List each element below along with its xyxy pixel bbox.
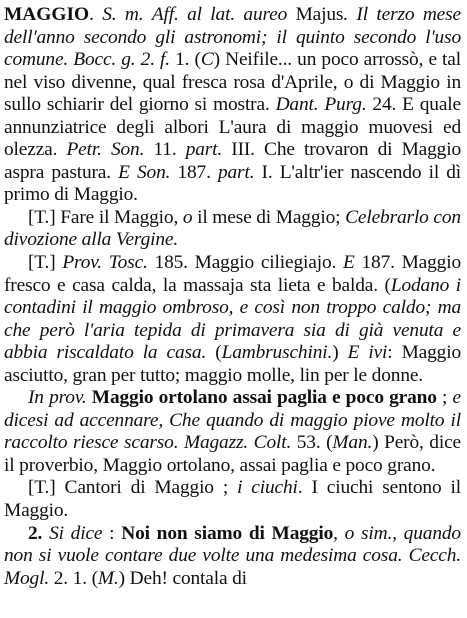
text-run: il mese di Maggio; bbox=[192, 206, 346, 228]
text-run: ) bbox=[332, 342, 348, 364]
text-run: 185. Maggio ciliegiajo. bbox=[147, 252, 343, 274]
text-run: 187. Maggio fresco e casa calda, la massaja sta lieta e balda. ( bbox=[4, 252, 462, 296]
text-run: , bbox=[333, 522, 345, 544]
text-run: [T.] Cantori di Maggio ; bbox=[28, 477, 238, 499]
text-run: ; bbox=[436, 387, 453, 409]
text-run: Si dice bbox=[49, 522, 103, 544]
entry-maggio-definition: MAGGIO. S. m. Aff. al lat. aureo Majus. Il terzo mese dell'anno secondo gli astronomi; il quinto secondo l'uso comune. Bocc. g. 2. f. 1. (C) Neifile... un poco arrossò, e tal nel viso divenne, qual fresca rosa d'Aprile, o di Maggio in sullo schiarir del giorno si mostra. Dant. Purg. 24. E quale annunziatrice degli albori L'aura di maggio muovesi ed olezza. Petr. Son. 11. part. III. Che trovaron di Maggio aspra pastura. E Son. 187. part. I. L'altr'ier nascendo il dì primo di Maggio. bbox=[4, 4, 461, 206]
text-run: ( bbox=[206, 342, 222, 364]
text-run: e dicesi ad accennare, Che quando di maggio piove molto il raccolto riesce scarso. Magazz. Colt. bbox=[4, 387, 461, 454]
grammar-label: S. m. bbox=[102, 4, 144, 25]
sense-2-noi-non-siamo bbox=[4, 523, 461, 591]
text-run: Maggio ortolano assai paglia e poco grano bbox=[86, 387, 437, 409]
sense-text bbox=[4, 523, 461, 589]
text-run: ) Neifile... un poco arrossò, e tal nel viso divenne, qual fresca rosa d'Aprile, o di Maggio in sullo schiarir del giorno si mostra. bbox=[4, 49, 461, 116]
sense-text bbox=[4, 252, 461, 386]
definition-text bbox=[4, 4, 461, 205]
text-run: I. L'altr'ier nascendo il dì primo di Maggio. bbox=[4, 161, 461, 206]
text-run: 2. 1. ( bbox=[49, 567, 98, 589]
text-run: III. Che trovaron di Maggio aspra pastura. bbox=[4, 139, 461, 183]
text-run: Prov. Tosc. bbox=[62, 252, 148, 274]
text-run: E Son. bbox=[118, 161, 171, 183]
text-run: : Maggio asciutto, gran per tutto; maggio molle, lin per le donne. bbox=[4, 342, 462, 386]
headword: MAGGIO bbox=[4, 4, 90, 25]
text-run: 24. E quale annunziatrice degli albori L'aura di maggio muovesi ed olezza. bbox=[4, 94, 461, 161]
text-run: Lodano i contadini il maggio ombroso, e così non troppo caldo; ma che però l'aria tepida di primavera sia di già venuta e abbia riscaldato la casa. bbox=[4, 274, 461, 364]
text-run: part. bbox=[185, 139, 223, 161]
sense-fare-il-maggio bbox=[4, 207, 461, 252]
text-run: C bbox=[200, 49, 214, 71]
text-run: E ivi bbox=[347, 342, 388, 364]
sense-text bbox=[4, 477, 461, 521]
text-run: Celebrarlo con divozione alla Vergine. bbox=[4, 206, 461, 251]
text-run: E bbox=[342, 252, 355, 274]
text-run: Man. bbox=[332, 432, 373, 454]
text-run: ) Però, dice il proverbio, Maggio ortolano, assai paglia e poco grano. bbox=[4, 432, 462, 476]
text-run: . Il terzo mese dell'anno secondo gli astronomi; il quinto secondo l'uso comune. Bocc. g. 2. f. bbox=[4, 4, 461, 71]
sense-proverbs-tuscan bbox=[4, 252, 461, 387]
text-run: . I ciuchi sentono il Maggio. bbox=[4, 477, 461, 522]
sense-text bbox=[4, 387, 461, 476]
text-run: [T.] Fare il Maggio, bbox=[28, 206, 183, 228]
text-run: 11. bbox=[144, 139, 186, 161]
text-run: o sim., quando non si vuole contare due volte una medesima cosa. Cecch. Mogl. bbox=[4, 522, 461, 589]
text-run: 2. bbox=[28, 522, 50, 544]
text-run: 187. bbox=[170, 161, 218, 183]
text-run: part. bbox=[217, 161, 255, 183]
text-run: ) Deh! contala di bbox=[118, 567, 247, 589]
text-run: Lambruschini. bbox=[221, 342, 333, 364]
text-run: i ciuchi bbox=[237, 477, 298, 499]
text-run: 53. ( bbox=[291, 432, 333, 454]
sense-maggio-ortolano bbox=[4, 387, 461, 477]
text-run: [T.] bbox=[28, 252, 63, 274]
text-run: M. bbox=[97, 567, 119, 589]
text-run: 1. ( bbox=[175, 49, 201, 71]
text-run: : bbox=[102, 522, 122, 544]
sense-cantori-di-maggio bbox=[4, 477, 461, 522]
text-run: Noi non siamo di Maggio bbox=[121, 522, 334, 544]
text-run: o bbox=[182, 206, 193, 228]
text-run: Majus bbox=[295, 4, 344, 25]
text-run: Dant. Purg. bbox=[275, 94, 367, 116]
text-run: Aff. al lat. aureo bbox=[151, 4, 296, 25]
text-run: In prov. bbox=[28, 387, 87, 409]
sense-text bbox=[4, 207, 461, 251]
text-run: Petr. Son. bbox=[66, 139, 145, 161]
